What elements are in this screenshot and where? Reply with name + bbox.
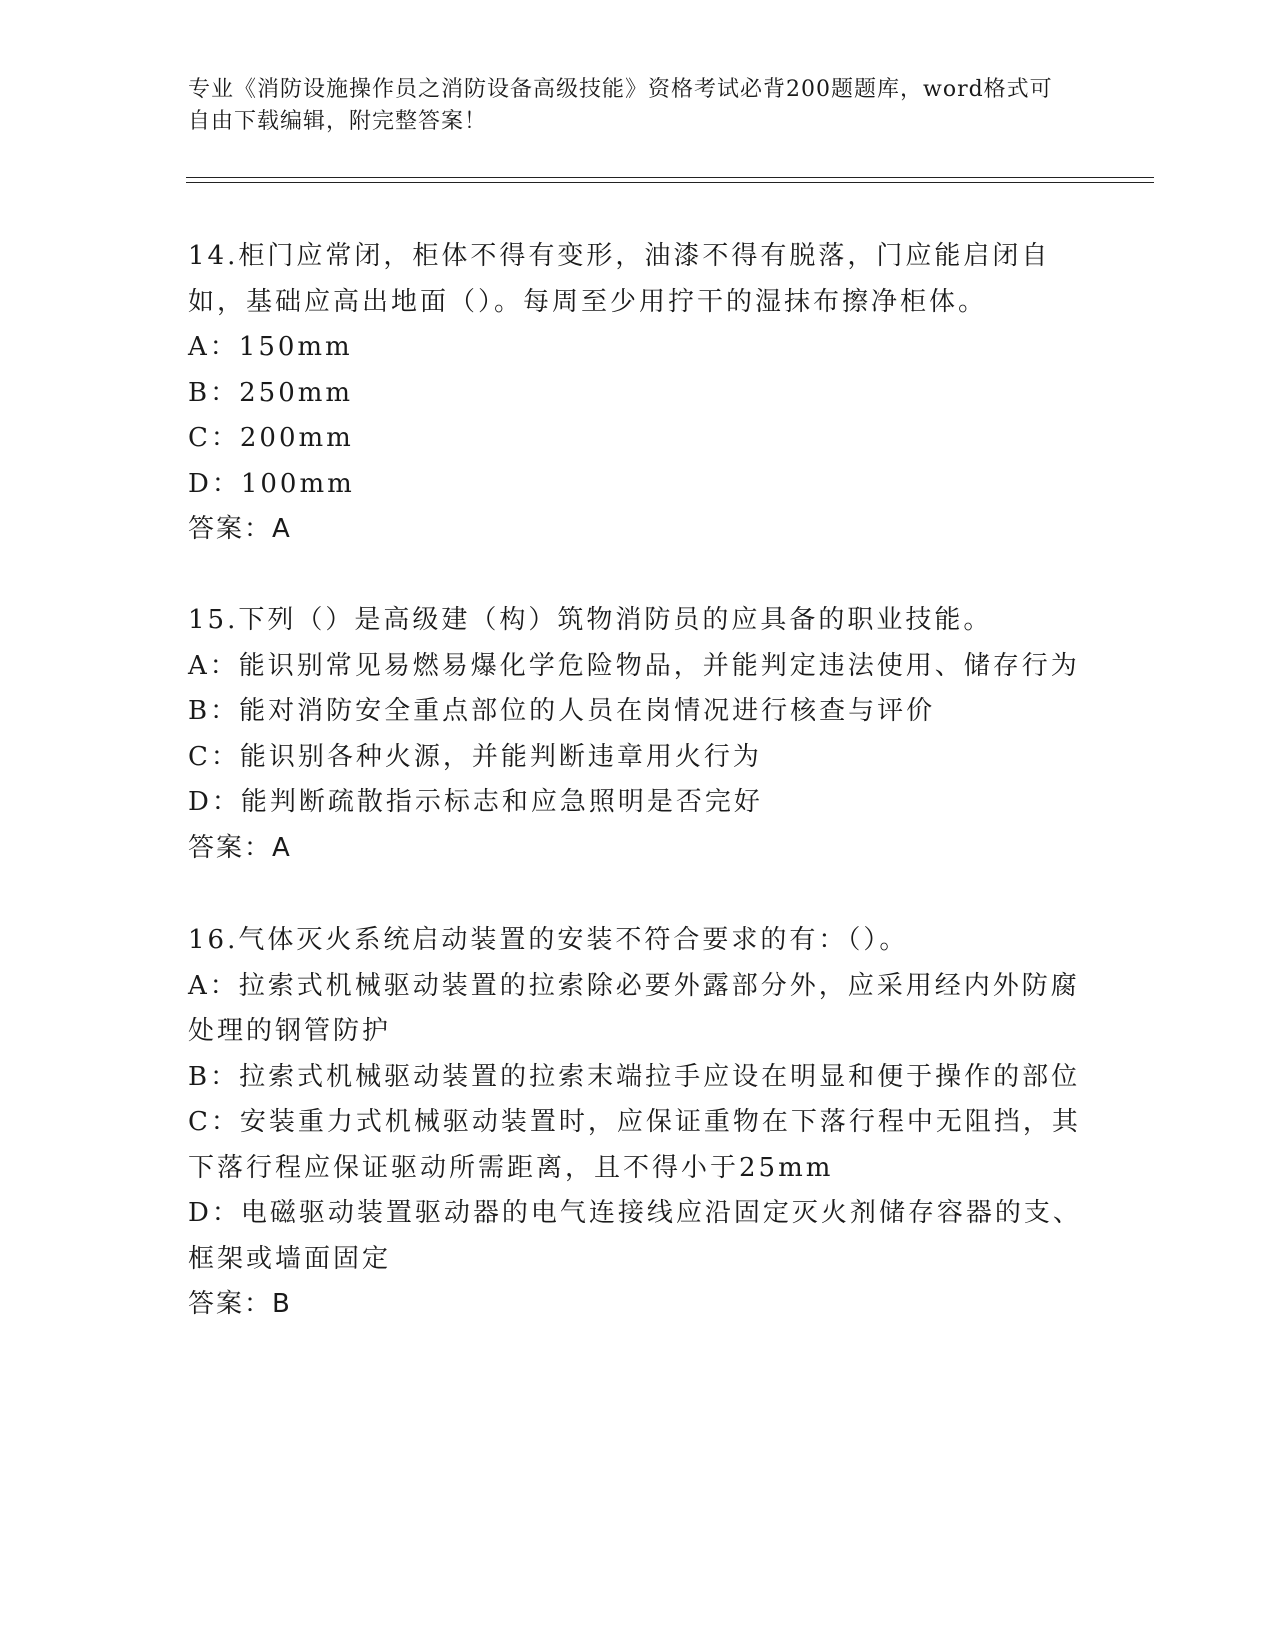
answer: 答案：A (188, 832, 292, 863)
option-a: A：拉索式机械驱动装置的拉索除必要外露部分外，应采用经内外防腐处理的钢管防护 (188, 970, 1080, 1046)
question-14 (188, 234, 1083, 553)
option-d: D：100mm (188, 468, 355, 499)
option-b: B：250mm (188, 377, 354, 408)
question-stem: 14.柜门应常闭，柜体不得有变形，油漆不得有脱落，门应能启闭自如，基础应高出地面（）。每周至少用拧干的湿抹布擦净柜体。 (188, 241, 1051, 317)
header-divider-top (186, 177, 1154, 178)
question-stem: 15.下列（）是高级建（构）筑物消防员的应具备的职业技能。 (188, 605, 993, 635)
option-d: D：能判断疏散指示标志和应急照明是否完好 (188, 787, 763, 817)
question-stem: 16.气体灭火系统启动装置的安装不符合要求的有：（）。 (188, 925, 909, 955)
option-a: A：能识别常见易燃易爆化学危险物品，并能判定违法使用、储存行为 (188, 650, 1080, 681)
option-c: C：200mm (188, 423, 354, 453)
option-c: C：安装重力式机械驱动装置时，应保证重物在下落行程中无阻挡，其下落行程应保证驱动所需距离，且不得小于25mm (188, 1107, 1081, 1183)
document-header: 专业《消防设施操作员之消防设备高级技能》资格考试必背200题题库，word格式可自由下载编辑，附完整答案！ (188, 77, 1053, 134)
answer: 答案：B (188, 1289, 292, 1319)
question-15 (188, 598, 1083, 871)
answer: 答案：A (188, 514, 292, 544)
option-b: B：能对消防安全重点部位的人员在岗情况进行核查与评价 (188, 696, 936, 726)
option-b: B：拉索式机械驱动装置的拉索末端拉手应设在明显和便于操作的部位 (188, 1061, 1081, 1092)
option-a: A：150mm (188, 332, 353, 362)
question-16 (188, 918, 1083, 1328)
option-c: C：能识别各种火源，并能判断违章用火行为 (188, 741, 762, 772)
option-d: D：电磁驱动装置驱动器的电气连接线应沿固定灭火剂储存容器的支、框架或墙面固定 (188, 1198, 1082, 1274)
header-divider-bottom (186, 182, 1154, 183)
